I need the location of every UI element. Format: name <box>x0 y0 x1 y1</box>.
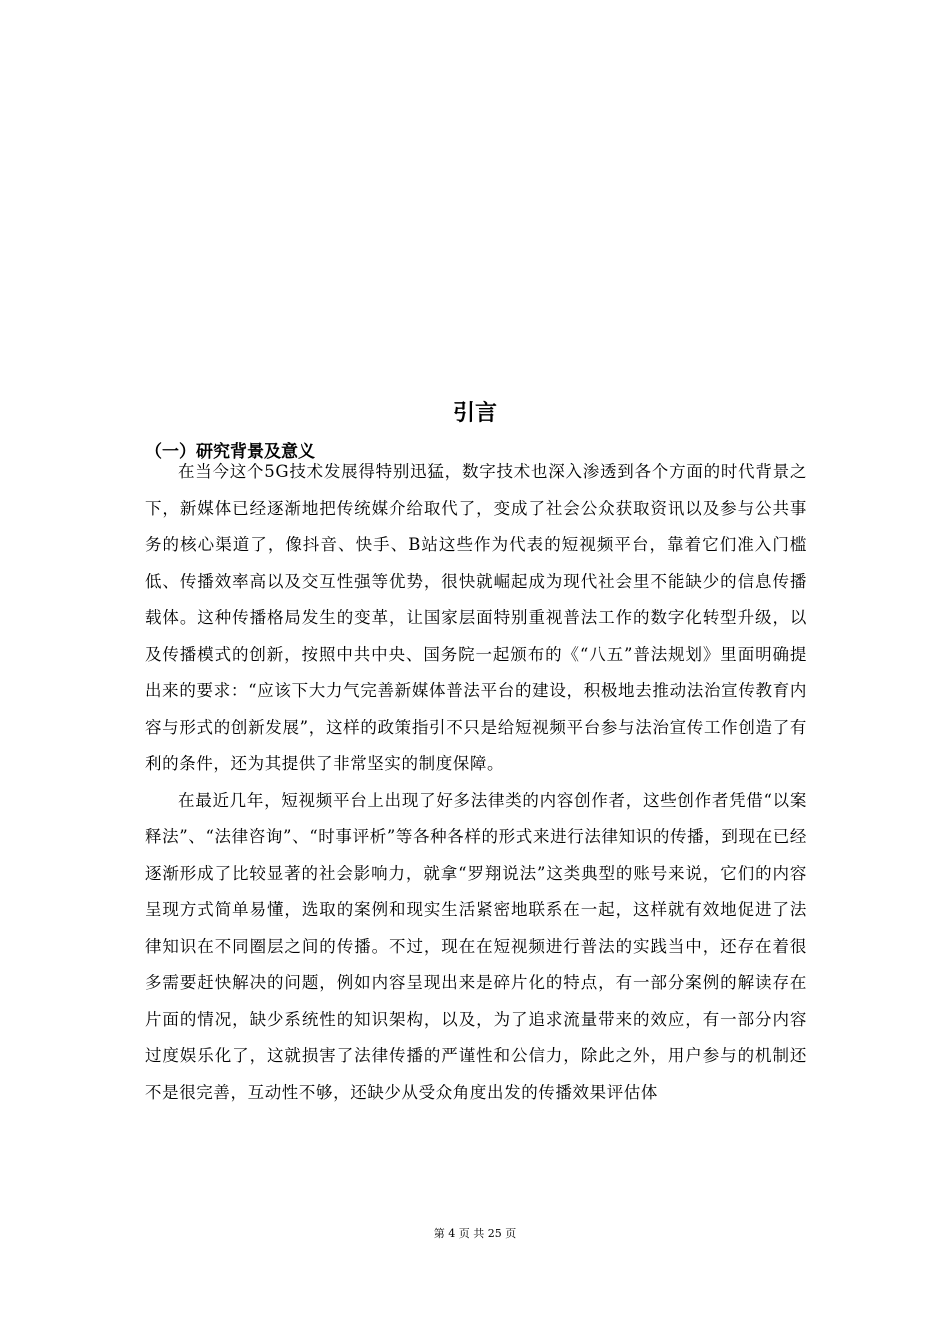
section-heading: （一）研究背景及意义 <box>145 442 315 462</box>
paragraph-1: 在当今这个5G技术发展得特别迅猛，数字技术也深入渗透到各个方面的时代背景之下，新媒体已经逐渐地把传统媒介给取代了，变成了社会公众获取资讯以及参与公共事务的核心渠道了，像抖音、快手、B站这些作为代表的短视频平台，靠着它们准入门槛低、传播效率高以及交互性强等优势，很快就崛起成为现代社会里不能缺少的信息传播载体。这种传播格局发生的变革，让国家层面特别重视普法工作的数字化转型升级，以及传播模式的创新，按照中共中央、国务院一起颁布的《“八五”普法规划》里面明确提出来的要求：“应该下大力气完善新媒体普法平台的建设，积极地去推动法治宣传教育内容与形式的创新发展”，这样的政策指引不只是给短视频平台参与法治宣传工作创造了有利的条件，还为其提供了非常坚实的制度保障。 <box>145 462 807 773</box>
page-title: 引言 <box>452 401 497 426</box>
body-text <box>145 454 807 1111</box>
paragraph-2: 在最近几年，短视频平台上出现了好多法律类的内容创作者，这些创作者凭借“以案释法”、“法律咨询”、“时事评析”等各种各样的形式来进行法律知识的传播，到现在已经逐渐形成了比较显著的社会影响力，就拿“罗翔说法”这类典型的账号来说，它们的内容呈现方式简单易懂，选取的案例和现实生活紧密地联系在一起，这样就有效地促进了法律知识在不同圈层之间的传播。不过，现在在短视频进行普法的实践当中，还存在着很多需要赶快解决的问题，例如内容呈现出来是碎片化的特点，有一部分案例的解读存在片面的情况，缺少系统性的知识架构，以及，为了追求流量带来的效应，有一部分内容过度娱乐化了，这就损害了法律传播的严谨性和公信力，除此之外，用户参与的机制还不是很完善，互动性不够，还缺少从受众角度出发的传播效果评估体 <box>145 790 807 1102</box>
page-number-footer: 第 4 页 共 25 页 <box>433 1227 517 1240</box>
